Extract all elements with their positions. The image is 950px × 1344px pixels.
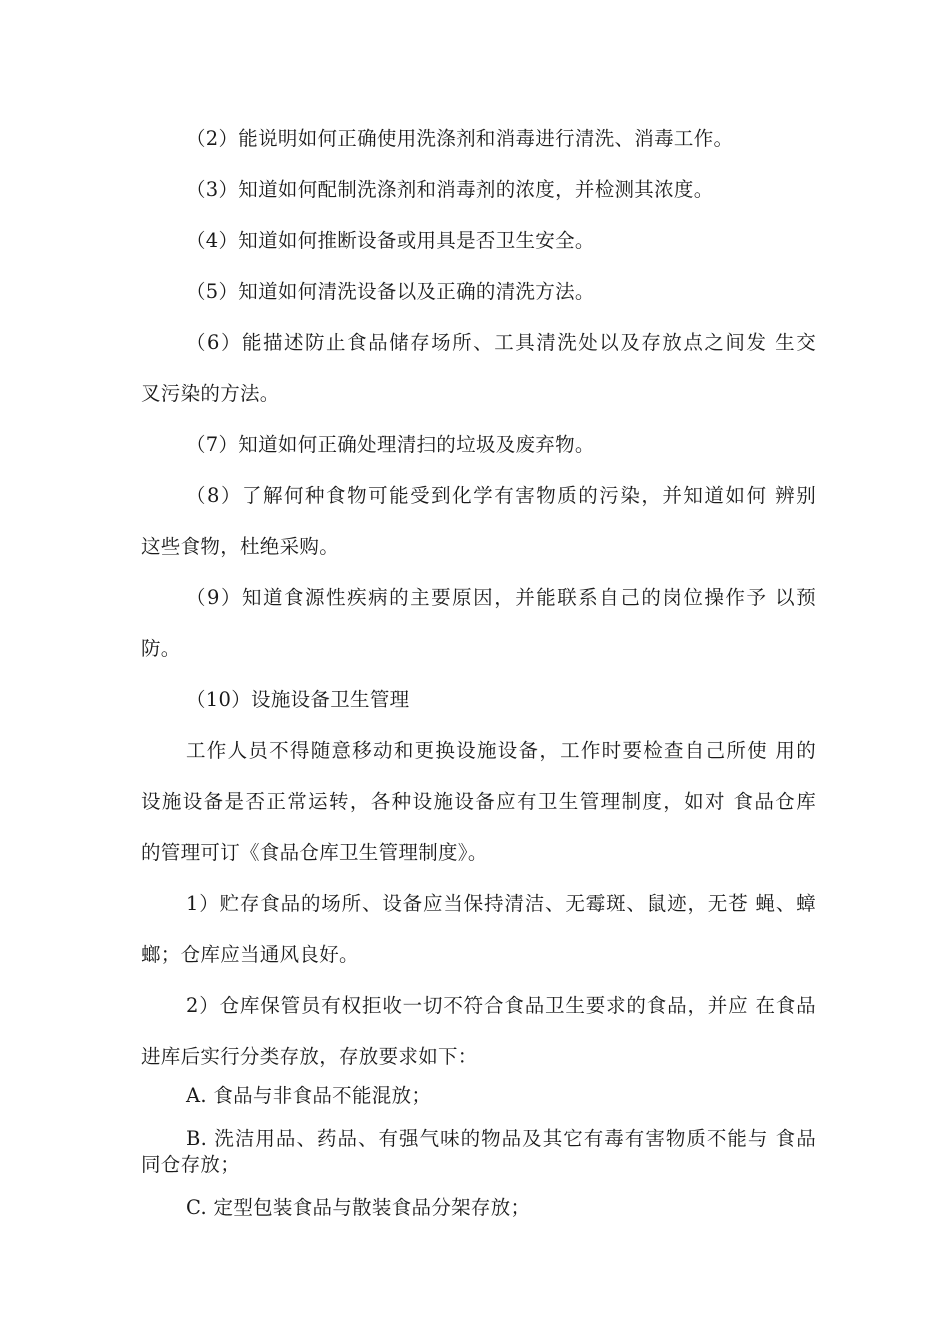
requirement-b-line1: B. 洗洁用品、药品、有强气味的物品及其它有毒有害物质不能与 食品 [186,1127,816,1150]
rule-1-line2: 螂；仓库应当通风良好。 [141,943,359,966]
rule-1-line1: 1）贮存食品的场所、设备应当保持清洁、无霉斑、鼠迹，无苍 蝇、蟑 [186,892,816,915]
item-8-text-line1: （8）了解何种食物可能受到化学有害物质的污染，并知道如何 辨别 [186,484,816,507]
item-6-text-line1: （6）能描述防止食品储存场所、工具清洗处以及存放点之间发 生交 [186,331,816,354]
item-3-text: （3）知道如何配制洗涤剂和消毒剂的浓度，并检测其浓度。 [186,178,714,201]
requirement-b-line2: 同仓存放； [141,1153,241,1176]
item-7-text: （7）知道如何正确处理清扫的垃圾及废弃物。 [186,433,595,456]
requirement-a: A. 食品与非食品不能混放； [186,1084,432,1107]
item-8-text-line2: 这些食物，杜绝采购。 [141,535,340,558]
item-9-text-line2: 防。 [141,637,181,660]
paragraph-line2: 设施设备是否正常运转，各种设施设备应有卫生管理制度，如对 食品仓库 [141,790,816,813]
item-5-text: （5）知道如何清洗设备以及正确的清洗方法。 [186,280,595,303]
paragraph-line3: 的管理可订《食品仓库卫生管理制度》。 [141,841,488,864]
section-10-heading: （10）设施设备卫生管理 [186,688,410,711]
requirement-c: C. 定型包装食品与散装食品分架存放； [186,1196,531,1219]
item-6-text-line2: 叉污染的方法。 [141,382,280,405]
item-9-text-line1: （9）知道食源性疾病的主要原因，并能联系自己的岗位操作予 以预 [186,586,816,609]
rule-2-line2: 进库后实行分类存放，存放要求如下： [141,1045,478,1068]
rule-2-line1: 2）仓库保管员有权拒收一切不符合食品卫生要求的食品，并应 在食品 [186,994,816,1017]
paragraph-line1: 工作人员不得随意移动和更换设施设备，工作时要检查自己所使 用的 [186,739,816,762]
item-4-text: （4）知道如何推断设备或用具是否卫生安全。 [186,229,595,252]
item-2-text: （2）能说明如何正确使用洗涤剂和消毒进行清洗、消毒工作。 [186,127,734,150]
